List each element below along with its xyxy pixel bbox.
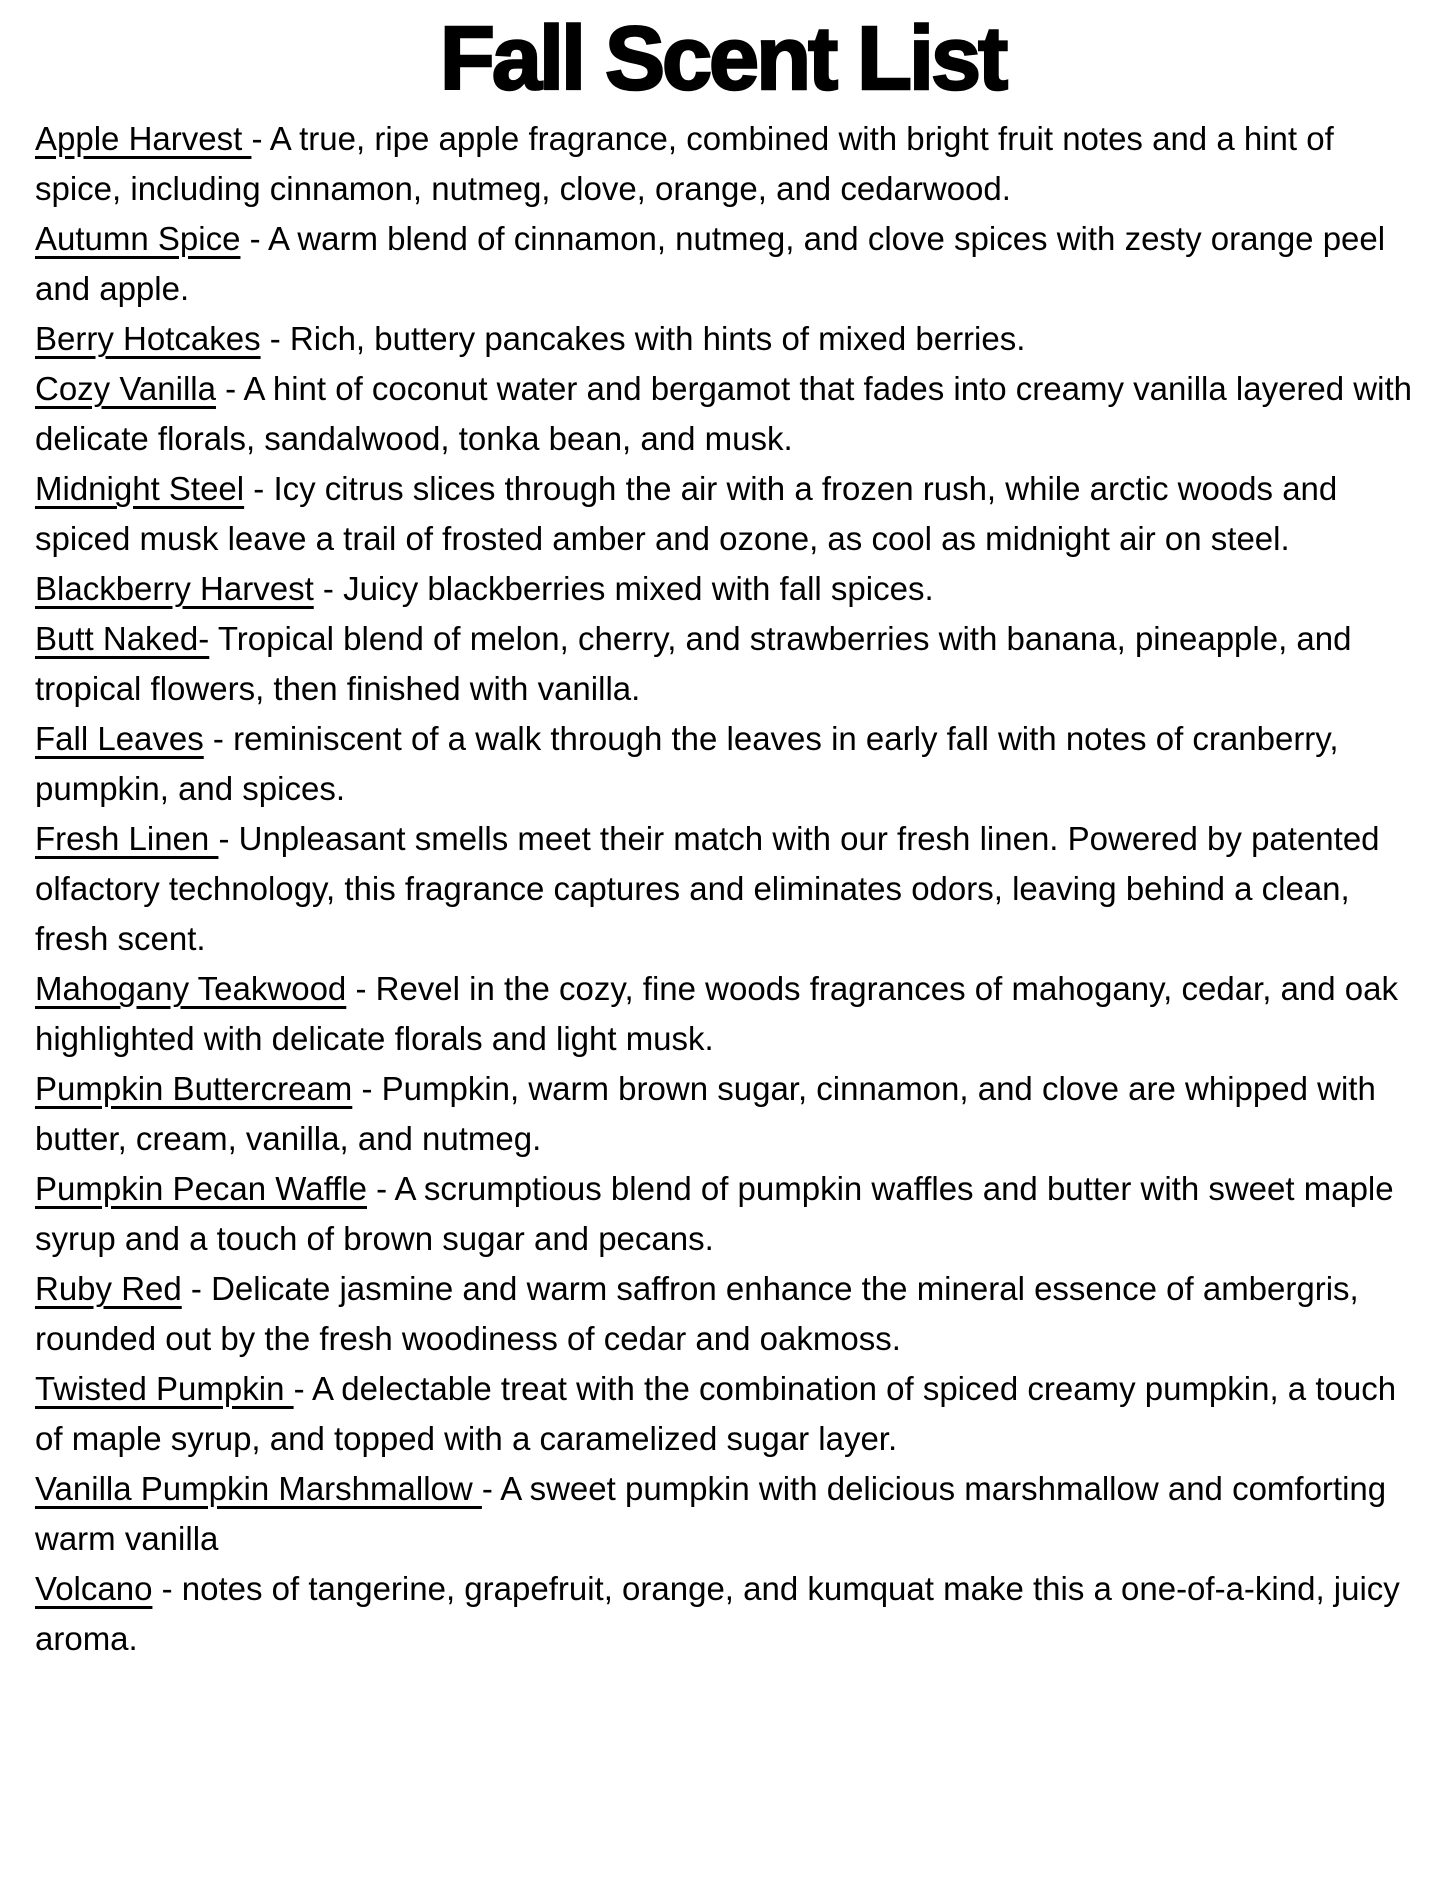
page-title: Fall Scent List bbox=[439, 9, 1006, 109]
scent-name: Twisted Pumpkin bbox=[35, 1370, 294, 1407]
scent-separator: - bbox=[244, 470, 274, 507]
scent-separator: - bbox=[367, 1170, 395, 1207]
scent-entry-mahogany-teakwood bbox=[35, 964, 1417, 1064]
scent-description: reminiscent of a walk through the leaves in early fall with notes of cranberry, pumpkin, and spices. bbox=[35, 720, 1339, 807]
scent-entry-pumpkin-buttercream bbox=[35, 1064, 1417, 1164]
scent-name: Berry Hotcakes bbox=[35, 320, 261, 357]
scent-entry-vanilla-pumpkin-marshmallow bbox=[35, 1464, 1417, 1564]
scent-name: Midnight Steel bbox=[35, 470, 245, 507]
scent-description: notes of tangerine, grapefruit, orange, and kumquat make this a one-of-a-kind, juicy aroma. bbox=[35, 1570, 1400, 1657]
scent-entry-apple-harvest bbox=[35, 114, 1417, 214]
scent-description: Revel in the cozy, fine woods fragrances of mahogany, cedar, and oak highlighted with delicate florals and light musk. bbox=[35, 970, 1398, 1057]
scent-name: Blackberry Harvest bbox=[35, 570, 314, 607]
scent-entry-twisted-pumpkin bbox=[35, 1364, 1417, 1464]
scent-separator: - bbox=[251, 120, 270, 157]
scent-description: Pumpkin, warm brown sugar, cinnamon, and clove are whipped with butter, cream, vanilla, and nutmeg. bbox=[35, 1070, 1376, 1157]
scent-name: Ruby Red bbox=[35, 1270, 182, 1307]
scent-entry-cozy-vanilla bbox=[35, 364, 1417, 464]
scent-description: A delectable treat with the combination of spiced creamy pumpkin, a touch of maple syrup, and topped with a caramelized sugar layer. bbox=[35, 1370, 1397, 1457]
document-page bbox=[0, 9, 1445, 1885]
scent-name: Apple Harvest bbox=[35, 120, 252, 157]
scent-separator: - bbox=[181, 1270, 212, 1307]
scent-description: Delicate jasmine and warm saffron enhance the mineral essence of ambergris, rounded out by the fresh woodiness of cedar and oakmoss. bbox=[35, 1270, 1359, 1357]
scent-entry-butt-naked bbox=[35, 614, 1417, 714]
scent-name: Butt Naked- bbox=[35, 620, 210, 657]
scent-separator bbox=[209, 620, 218, 657]
scent-separator: - bbox=[481, 1470, 501, 1507]
scent-entry-ruby-red bbox=[35, 1264, 1417, 1364]
scent-description: Rich, buttery pancakes with hints of mixed berries. bbox=[289, 320, 1026, 357]
scent-entry-berry-hotcakes bbox=[35, 314, 1417, 364]
scent-separator: - bbox=[152, 1570, 182, 1607]
scent-list bbox=[0, 114, 1445, 1664]
scent-name: Volcano bbox=[35, 1570, 153, 1607]
scent-entry-midnight-steel bbox=[35, 464, 1417, 564]
scent-entry-fresh-linen bbox=[35, 814, 1417, 964]
scent-entry-fall-leaves bbox=[35, 714, 1417, 814]
scent-name: Fresh Linen bbox=[35, 820, 219, 857]
scent-separator: - bbox=[203, 720, 234, 757]
scent-description: Tropical blend of melon, cherry, and strawberries with banana, pineapple, and tropical flowers, then finished with vanilla. bbox=[35, 620, 1352, 707]
scent-description: Icy citrus slices through the air with a frozen rush, while arctic woods and spiced musk leave a trail of frosted amber and ozone, as cool as midnight air on steel. bbox=[35, 470, 1338, 557]
scent-name: Mahogany Teakwood bbox=[35, 970, 347, 1007]
scent-entry-pumpkin-pecan-waffle bbox=[35, 1164, 1417, 1264]
scent-separator: - bbox=[346, 970, 376, 1007]
scent-name: Pumpkin Buttercream bbox=[35, 1070, 353, 1107]
scent-description: A scrumptious blend of pumpkin waffles and butter with sweet maple syrup and a touch of brown sugar and pecans. bbox=[35, 1170, 1394, 1257]
scent-name: Vanilla Pumpkin Marshmallow bbox=[35, 1470, 482, 1507]
scent-description: A sweet pumpkin with delicious marshmallow and comforting warm vanilla bbox=[35, 1470, 1387, 1557]
scent-separator: - bbox=[218, 820, 239, 857]
scent-entry-blackberry-harvest bbox=[35, 564, 1417, 614]
scent-separator: - bbox=[215, 370, 244, 407]
scent-description: A hint of coconut water and bergamot that fades into creamy vanilla layered with delicate florals, sandalwood, tonka bean, and musk. bbox=[35, 370, 1412, 457]
scent-name: Autumn Spice bbox=[35, 220, 241, 257]
scent-separator: - bbox=[352, 1070, 382, 1107]
scent-description: Juicy blackberries mixed with fall spices. bbox=[343, 570, 934, 607]
scent-description: A warm blend of cinnamon, nutmeg, and clove spices with zesty orange peel and apple. bbox=[35, 220, 1386, 307]
scent-separator: - bbox=[260, 320, 290, 357]
scent-name: Cozy Vanilla bbox=[35, 370, 216, 407]
scent-description: Unpleasant smells meet their match with our fresh linen. Powered by patented olfactory technology, this fragrance captures and eliminates odors, leaving behind a clean, fresh scent. bbox=[35, 820, 1380, 957]
scent-separator: - bbox=[293, 1370, 312, 1407]
scent-name: Pumpkin Pecan Waffle bbox=[35, 1170, 367, 1207]
scent-description: A true, ripe apple fragrance, combined with bright fruit notes and a hint of spice, including cinnamon, nutmeg, clove, orange, and cedarwood. bbox=[35, 120, 1334, 207]
scent-name: Fall Leaves bbox=[35, 720, 204, 757]
scent-separator: - bbox=[313, 570, 344, 607]
scent-entry-autumn-spice bbox=[35, 214, 1417, 314]
scent-entry-volcano bbox=[35, 1564, 1417, 1664]
scent-separator: - bbox=[240, 220, 268, 257]
